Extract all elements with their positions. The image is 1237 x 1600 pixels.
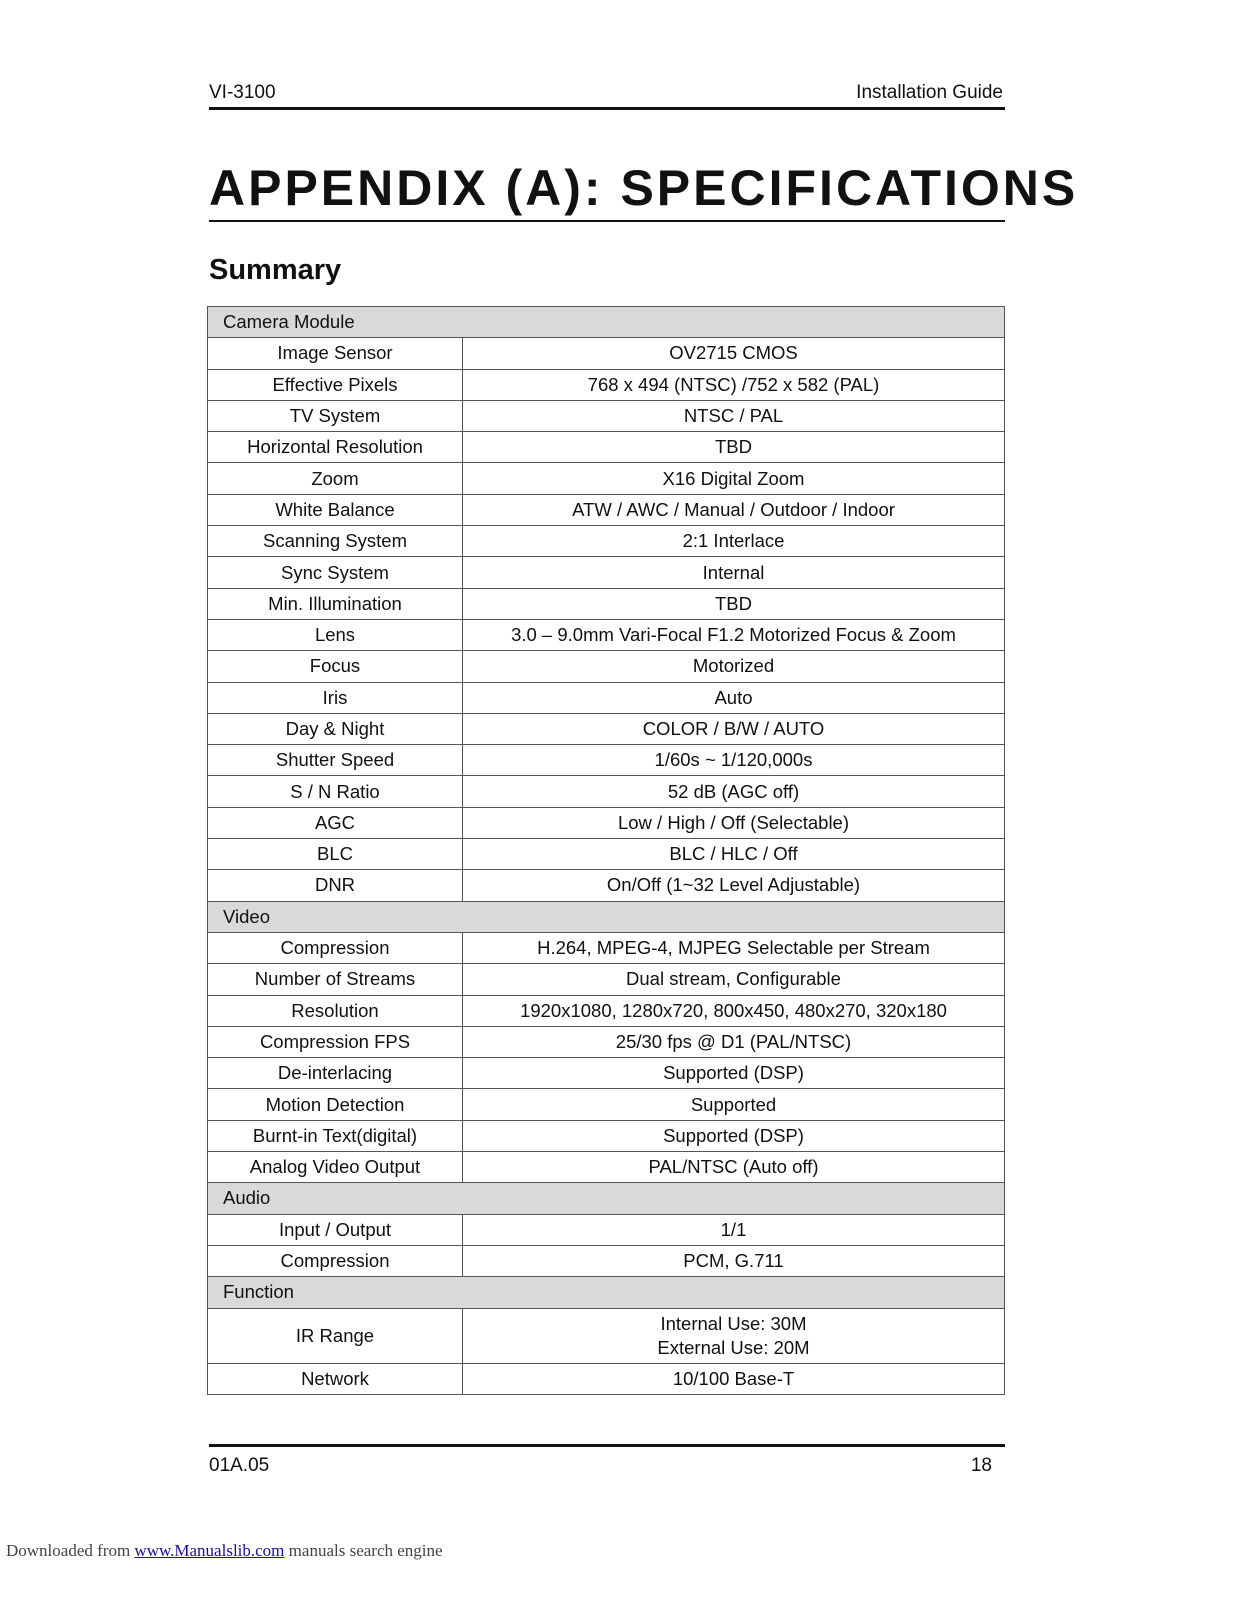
spec-label: TV System: [208, 400, 463, 431]
spec-label: S / N Ratio: [208, 776, 463, 807]
section-heading: Summary: [209, 254, 342, 286]
table-row: [208, 682, 1005, 713]
download-notice: [6, 1541, 443, 1561]
spec-label: Lens: [208, 619, 463, 650]
download-suffix: manuals search engine: [284, 1541, 443, 1560]
table-row: [208, 1308, 1005, 1363]
spec-value: BLC / HLC / Off: [463, 839, 1005, 870]
spec-value: 52 dB (AGC off): [463, 776, 1005, 807]
spec-value: PAL/NTSC (Auto off): [463, 1152, 1005, 1183]
table-row: [208, 651, 1005, 682]
spec-label: Analog Video Output: [208, 1152, 463, 1183]
spec-label: Horizontal Resolution: [208, 432, 463, 463]
spec-label: Shutter Speed: [208, 745, 463, 776]
spec-value: 1/1: [463, 1214, 1005, 1245]
spec-label: White Balance: [208, 494, 463, 525]
spec-label: Compression FPS: [208, 1026, 463, 1057]
spec-label: DNR: [208, 870, 463, 901]
spec-label: Zoom: [208, 463, 463, 494]
spec-label: Effective Pixels: [208, 369, 463, 400]
footer-revision: 01A.05: [209, 1455, 270, 1476]
spec-label: Image Sensor: [208, 338, 463, 369]
spec-value: Auto: [463, 682, 1005, 713]
table-row: [208, 400, 1005, 431]
table-row: [208, 1026, 1005, 1057]
spec-label: Day & Night: [208, 713, 463, 744]
table-row: [208, 932, 1005, 963]
section-title: Audio: [208, 1183, 1005, 1214]
table-row: [208, 995, 1005, 1026]
table-row: [208, 1058, 1005, 1089]
section-row: [208, 1277, 1005, 1308]
header-doc-title: Installation Guide: [856, 82, 1003, 103]
spec-table: [207, 306, 1005, 1395]
table-row: [208, 1214, 1005, 1245]
spec-label: AGC: [208, 807, 463, 838]
spec-value: TBD: [463, 588, 1005, 619]
spec-value: COLOR / B/W / AUTO: [463, 713, 1005, 744]
table-row: [208, 807, 1005, 838]
section-row: [208, 307, 1005, 338]
section-title: Function: [208, 1277, 1005, 1308]
table-row: [208, 588, 1005, 619]
table-row: [208, 526, 1005, 557]
table-row: [208, 1089, 1005, 1120]
spec-label: IR Range: [208, 1308, 463, 1363]
spec-value: 1920x1080, 1280x720, 800x450, 480x270, 320x180: [463, 995, 1005, 1026]
spec-value: PCM, G.711: [463, 1245, 1005, 1276]
spec-value: Supported (DSP): [463, 1120, 1005, 1151]
table-row: [208, 1120, 1005, 1151]
spec-label: Resolution: [208, 995, 463, 1026]
spec-value: Supported (DSP): [463, 1058, 1005, 1089]
spec-value: 1/60s ~ 1/120,000s: [463, 745, 1005, 776]
spec-label: Motion Detection: [208, 1089, 463, 1120]
header-model: VI-3100: [209, 82, 276, 103]
page-header: [209, 80, 1005, 110]
spec-label: Iris: [208, 682, 463, 713]
table-row: [208, 745, 1005, 776]
spec-value: 10/100 Base-T: [463, 1363, 1005, 1394]
section-row: [208, 1183, 1005, 1214]
table-row: [208, 870, 1005, 901]
spec-value: 3.0 – 9.0mm Vari-Focal F1.2 Motorized Focus & Zoom: [463, 619, 1005, 650]
spec-value: OV2715 CMOS: [463, 338, 1005, 369]
section-title: Video: [208, 901, 1005, 932]
table-row: [208, 369, 1005, 400]
spec-label: BLC: [208, 839, 463, 870]
page-number: 18: [970, 1455, 992, 1476]
page-title: APPENDIX (A): SPECIFICATIONS: [209, 158, 1005, 222]
table-row: [208, 1152, 1005, 1183]
spec-value: 2:1 Interlace: [463, 526, 1005, 557]
spec-value: X16 Digital Zoom: [463, 463, 1005, 494]
spec-value: Internal Use: 30M External Use: 20M: [463, 1308, 1005, 1363]
table-row: [208, 964, 1005, 995]
spec-label: Burnt-in Text(digital): [208, 1120, 463, 1151]
spec-label: Compression: [208, 1245, 463, 1276]
download-prefix: Downloaded from: [6, 1541, 135, 1560]
table-row: [208, 713, 1005, 744]
spec-value: NTSC / PAL: [463, 400, 1005, 431]
manualslib-link[interactable]: www.Manualslib.com: [134, 1541, 285, 1560]
spec-value: Motorized: [463, 651, 1005, 682]
section-title: Camera Module: [208, 307, 1005, 338]
spec-label: Focus: [208, 651, 463, 682]
spec-value: Internal: [463, 557, 1005, 588]
spec-value: Supported: [463, 1089, 1005, 1120]
page-footer: [209, 1444, 1005, 1476]
table-row: [208, 619, 1005, 650]
spec-value: H.264, MPEG-4, MJPEG Selectable per Stream: [463, 932, 1005, 963]
table-row: [208, 776, 1005, 807]
spec-label: Compression: [208, 932, 463, 963]
spec-label: Network: [208, 1363, 463, 1394]
spec-label: Number of Streams: [208, 964, 463, 995]
table-row: [208, 338, 1005, 369]
table-row: [208, 494, 1005, 525]
spec-value: ATW / AWC / Manual / Outdoor / Indoor: [463, 494, 1005, 525]
table-row: [208, 1245, 1005, 1276]
spec-label: Sync System: [208, 557, 463, 588]
section-row: [208, 901, 1005, 932]
spec-value: On/Off (1~32 Level Adjustable): [463, 870, 1005, 901]
spec-label: De-interlacing: [208, 1058, 463, 1089]
table-row: [208, 463, 1005, 494]
spec-value: 25/30 fps @ D1 (PAL/NTSC): [463, 1026, 1005, 1057]
spec-label: Input / Output: [208, 1214, 463, 1245]
spec-value: Low / High / Off (Selectable): [463, 807, 1005, 838]
table-row: [208, 1363, 1005, 1394]
spec-value: TBD: [463, 432, 1005, 463]
spec-label: Scanning System: [208, 526, 463, 557]
spec-value: 768 x 494 (NTSC) /752 x 582 (PAL): [463, 369, 1005, 400]
table-row: [208, 432, 1005, 463]
spec-label: Min. Illumination: [208, 588, 463, 619]
table-row: [208, 839, 1005, 870]
spec-value: Dual stream, Configurable: [463, 964, 1005, 995]
table-row: [208, 557, 1005, 588]
